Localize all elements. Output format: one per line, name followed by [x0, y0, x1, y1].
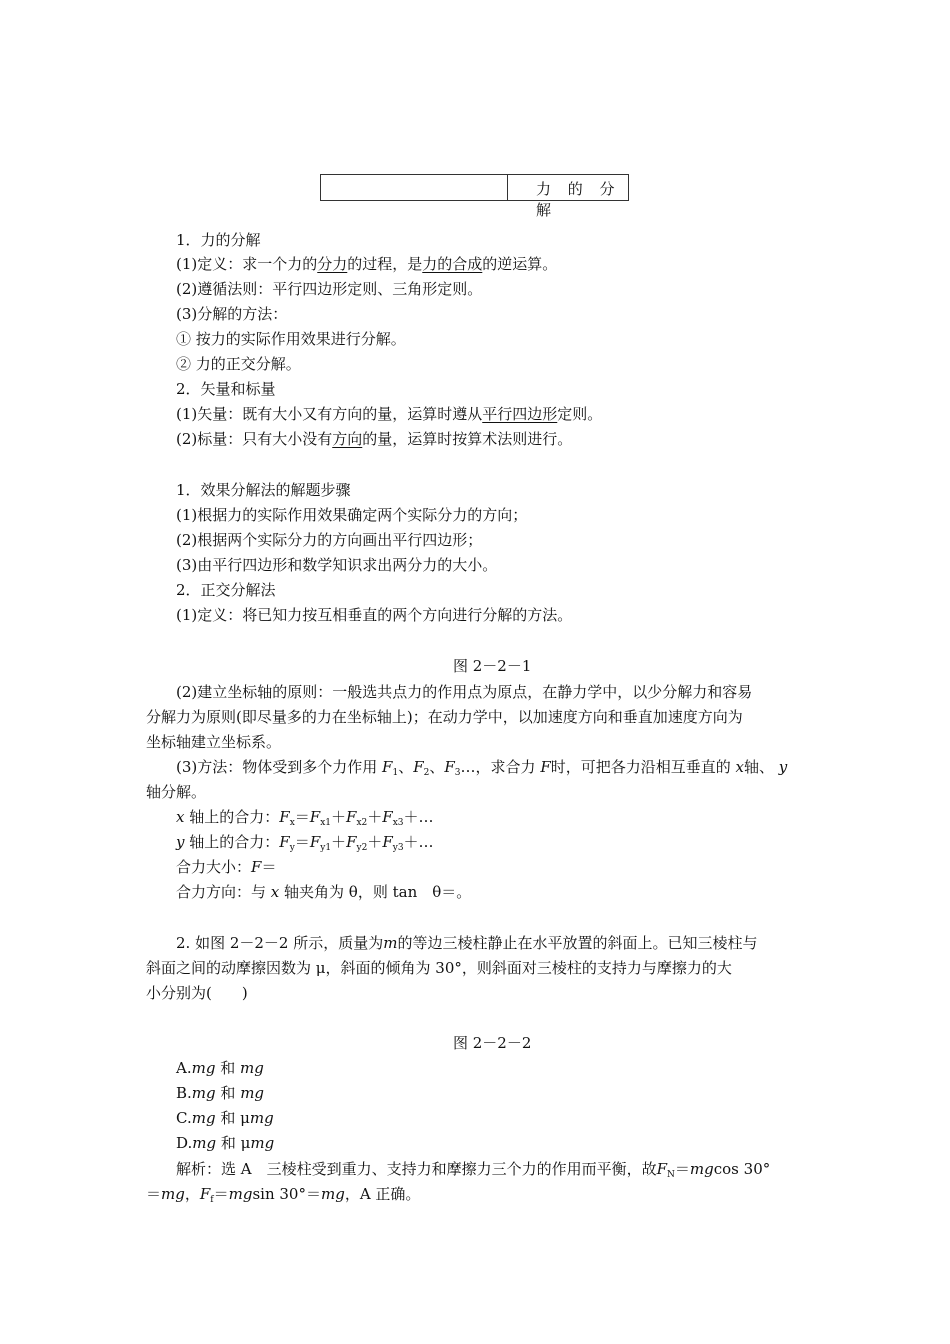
option-c: C.mg 和 μmg: [176, 1109, 274, 1127]
s2-scalar: (2)标量：只有大小没有方向的量，运算时按算术法则进行。: [176, 430, 573, 448]
s1-head: 1．力的分解: [176, 231, 261, 249]
title-divider: [507, 175, 508, 200]
s4-x-sum: x 轴上的合力：$F_x=F_{x1}+F_{x2}+F_{x3}+\dots$: [176, 808, 434, 828]
s1-definition: (1)定义：求一个力的分力的过程，是力的合成的逆运算。: [176, 255, 558, 273]
answer-line1: 解析：选 A 三棱柱受到重力、支持力和摩擦力三个力的作用而平衡，故$F_N=mgcos$ 30°: [176, 1160, 771, 1180]
s3-step-1: (1)根据力的实际作用效果确定两个实际分力的方向；: [176, 506, 528, 524]
s4-magnitude: 合力大小：F＝: [176, 858, 277, 876]
s4-direction: 合力方向：与 x 轴夹角为 θ，则 tan θ＝。: [176, 883, 472, 901]
s3-step-2: (2)根据两个实际分力的方向画出平行四边形；: [176, 531, 483, 549]
question-line2: 斜面之间的动摩擦因数为 μ，斜面的倾角为 30°，则斜面对三棱柱的支持力与摩擦力的大: [146, 959, 732, 977]
s4-method-line1: (3)方法：物体受到多个力作用 $F_1$、$F_2$、$F_3\dots$，求合力 F时，可把各力沿相互垂直的 x轴、 y: [176, 758, 788, 778]
s1-method: (3)分解的方法：: [176, 305, 288, 323]
question-line1: 2. 如图 2－2－2 所示，质量为m的等边三棱柱静止在水平放置的斜面上。已知三棱柱与: [176, 934, 758, 952]
option-b: B.mg 和 mg: [176, 1084, 265, 1102]
s2-vector: (1)矢量：既有大小又有方向的量，运算时遵从平行四边形定则。: [176, 405, 603, 423]
option-a: A.mg 和 mg: [176, 1059, 264, 1077]
s4-method-line2: 轴分解。: [146, 783, 207, 801]
s3-head: 1．效果分解法的解题步骤: [176, 481, 351, 499]
figure-caption-1: 图 2－2－1: [453, 657, 532, 675]
s1-rule: (2)遵循法则：平行四边形定则、三角形定则。: [176, 280, 483, 298]
title-box: [320, 174, 629, 219]
s4-principle-line2: 分解力为原则(即尽量多的力在坐标轴上)；在动力学中，以加速度方向和垂直加速度方向为: [146, 708, 743, 726]
s4-head: 2．正交分解法: [176, 581, 276, 599]
s4-y-sum: y 轴上的合力：$F_y=F_{y1}+F_{y2}+F_{y3}+\dots$: [176, 833, 434, 853]
s2-head: 2．矢量和标量: [176, 380, 276, 398]
s4-definition: (1)定义：将已知力按互相垂直的两个方向进行分解的方法。: [176, 606, 573, 624]
option-d: D.mg 和 μmg: [176, 1134, 275, 1152]
s4-principle-line3: 坐标轴建立坐标系。: [146, 733, 282, 751]
figure-caption-2: 图 2－2－2: [453, 1034, 532, 1052]
page-title: 力 的 分 解: [536, 180, 621, 219]
s3-step-3: (3)由平行四边形和数学知识求出两分力的大小。: [176, 556, 498, 574]
s1-method-1: ① 按力的实际作用效果进行分解。: [176, 330, 406, 348]
s4-principle-line1: (2)建立坐标轴的原则：一般选共点力的作用点为原点，在静力学中，以少分解力和容易: [176, 683, 753, 701]
s1-method-2: ② 力的正交分解。: [176, 355, 301, 373]
question-line3: 小分别为( ): [146, 984, 248, 1002]
answer-line2: ＝mg，$F_f=mgsin$ 30°＝mg，A 正确。: [146, 1185, 421, 1205]
